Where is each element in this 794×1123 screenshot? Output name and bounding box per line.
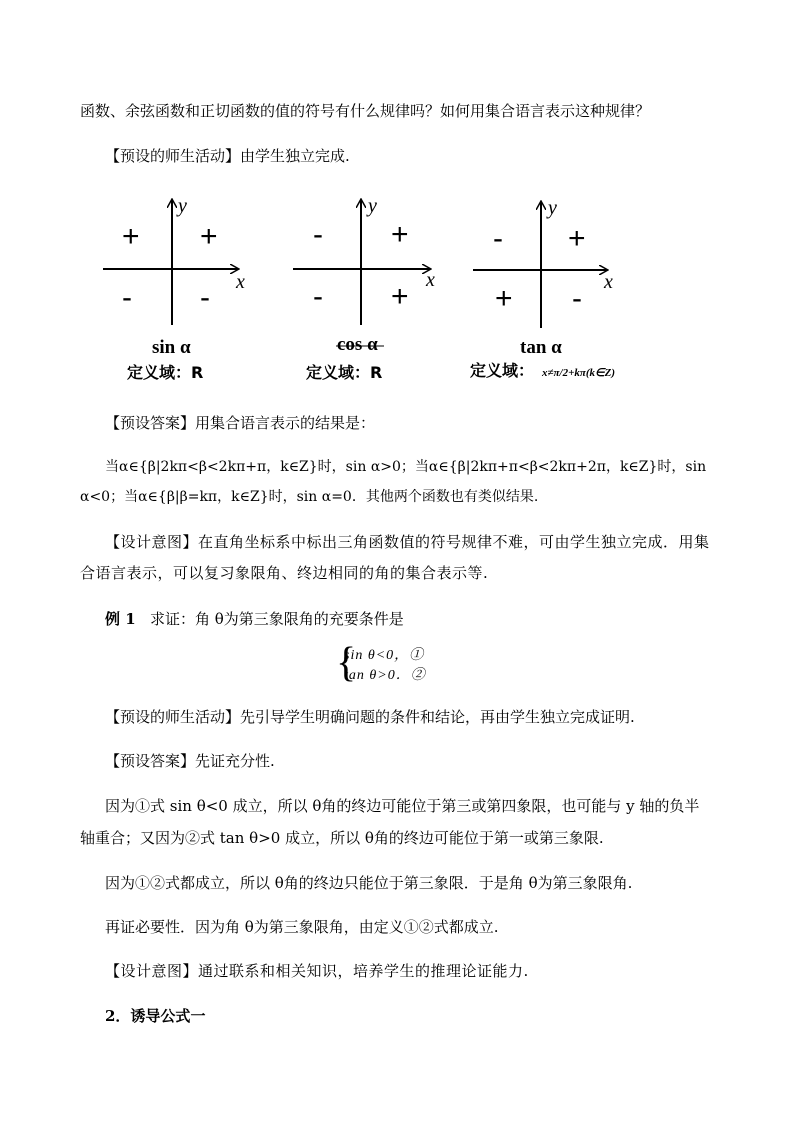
activity-2-text: 先引导学生明确问题的条件和结论，再由学生独立完成证明. <box>240 708 635 726</box>
activity-2 <box>105 706 635 728</box>
cos-diagram <box>293 195 435 325</box>
equation-system <box>336 640 466 691</box>
sin-q4-sign: - <box>200 281 210 314</box>
tan-q4-sign: - <box>572 282 582 315</box>
set-expression-line-2: α<0；当α∈{β|β=kπ，k∈Z}时，sin α=0．其他两个函数也有类似结果. <box>80 489 539 505</box>
answer-2 <box>105 750 275 772</box>
answer-2-tag: 【预设答案】 <box>105 752 196 770</box>
design-intent-1-text: 在直角坐标系中标出三角函数值的符号规律不难，可由学生独立完成．用集 <box>198 533 710 551</box>
cos-caption: cos α <box>337 334 378 355</box>
intro-line: 函数、余弦函数和正切函数的值的符号有什么规律吗？如何用集合语言表示这种规律？ <box>80 102 651 120</box>
answer-1-tag: 【预设答案】 <box>105 414 196 432</box>
proof-paragraph-1b: 轴重合；又因为②式 tan θ>0 成立，所以 θ角的终边可能位于第一或第三象限. <box>80 829 604 847</box>
tan-caption: tan α <box>520 337 562 358</box>
sin-q1-sign: + <box>200 220 218 253</box>
left-brace: { <box>336 640 357 686</box>
example-1 <box>105 608 404 630</box>
sin-q2-sign: + <box>122 220 140 253</box>
cos-x-label: x <box>426 269 435 291</box>
cos-q4-sign: + <box>391 280 409 313</box>
design-intent-1-tag: 【设计意图】 <box>105 533 199 551</box>
answer-1 <box>105 412 375 434</box>
proof-paragraph-3: 再证必要性．因为角 θ为第三象限角，由定义①②式都成立. <box>105 918 499 936</box>
proof-paragraph-2: 因为①②式都成立，所以 θ角的终边只能位于第三象限．于是角 θ为第三象限角. <box>105 874 633 892</box>
answer-1-text: 用集合语言表示的结果是： <box>195 414 376 432</box>
set-expression-line-1: 当α∈{β|2kπ<β<2kπ+π，k∈Z}时，sin α>0；当α∈{β|2kπ+π<β<2kπ+2π，k∈Z}时，sin <box>105 459 707 475</box>
activity-2-tag: 【预设的师生活动】 <box>105 708 241 726</box>
tan-q1-sign: + <box>568 222 586 255</box>
tan-diagram <box>473 197 613 328</box>
system-line-2: tan θ>0．② <box>344 668 426 683</box>
answer-2-text: 先证充分性. <box>195 752 275 770</box>
cos-q1-sign: + <box>391 218 409 251</box>
section-heading: 2．诱导公式一 <box>105 1007 206 1025</box>
tan-domain-formula: x≠π/2+kπ(k∈Z) <box>542 367 615 379</box>
tan-q2-sign: - <box>493 222 503 255</box>
activity-1-tag: 【预设的师生活动】 <box>105 147 241 165</box>
design-intent-2-tag: 【设计意图】 <box>105 962 199 980</box>
cos-domain: 定义域：R <box>306 363 383 382</box>
tan-x-label: x <box>604 271 613 293</box>
proof-paragraph-1a: 因为①式 sin θ<0 成立，所以 θ角的终边可能位于第三或第四象限，也可能与 y 轴的负半 <box>105 797 700 815</box>
system-line-1: sin θ<0，① <box>344 648 425 663</box>
sin-q3-sign: - <box>122 281 132 314</box>
sin-y-label: y <box>178 195 187 217</box>
tan-y-label: y <box>548 197 557 219</box>
tan-domain: 定义域： <box>470 361 535 380</box>
sign-diagrams <box>0 190 794 390</box>
activity-1-text: 由学生独立完成. <box>240 147 350 165</box>
activity-1 <box>105 145 350 167</box>
design-intent-1 <box>105 531 710 553</box>
sin-domain: 定义域：R <box>127 363 204 382</box>
cos-y-label: y <box>368 195 377 217</box>
example-1-label: 例 1 <box>105 610 136 628</box>
sin-caption: sin α <box>152 337 191 358</box>
cos-q3-sign: - <box>313 280 323 313</box>
sin-diagram <box>103 195 245 325</box>
design-intent-1-cont: 合语言表示，可以复习象限角、终边相同的角的集合表示等. <box>80 564 489 582</box>
design-intent-2 <box>105 960 529 982</box>
cos-q2-sign: - <box>313 218 323 251</box>
example-1-text: 求证：角 θ为第三象限角的充要条件是 <box>149 610 404 628</box>
sin-x-label: x <box>236 271 245 293</box>
tan-q3-sign: + <box>495 282 513 315</box>
design-intent-2-text: 通过联系和相关知识，培养学生的推理论证能力. <box>198 962 529 980</box>
